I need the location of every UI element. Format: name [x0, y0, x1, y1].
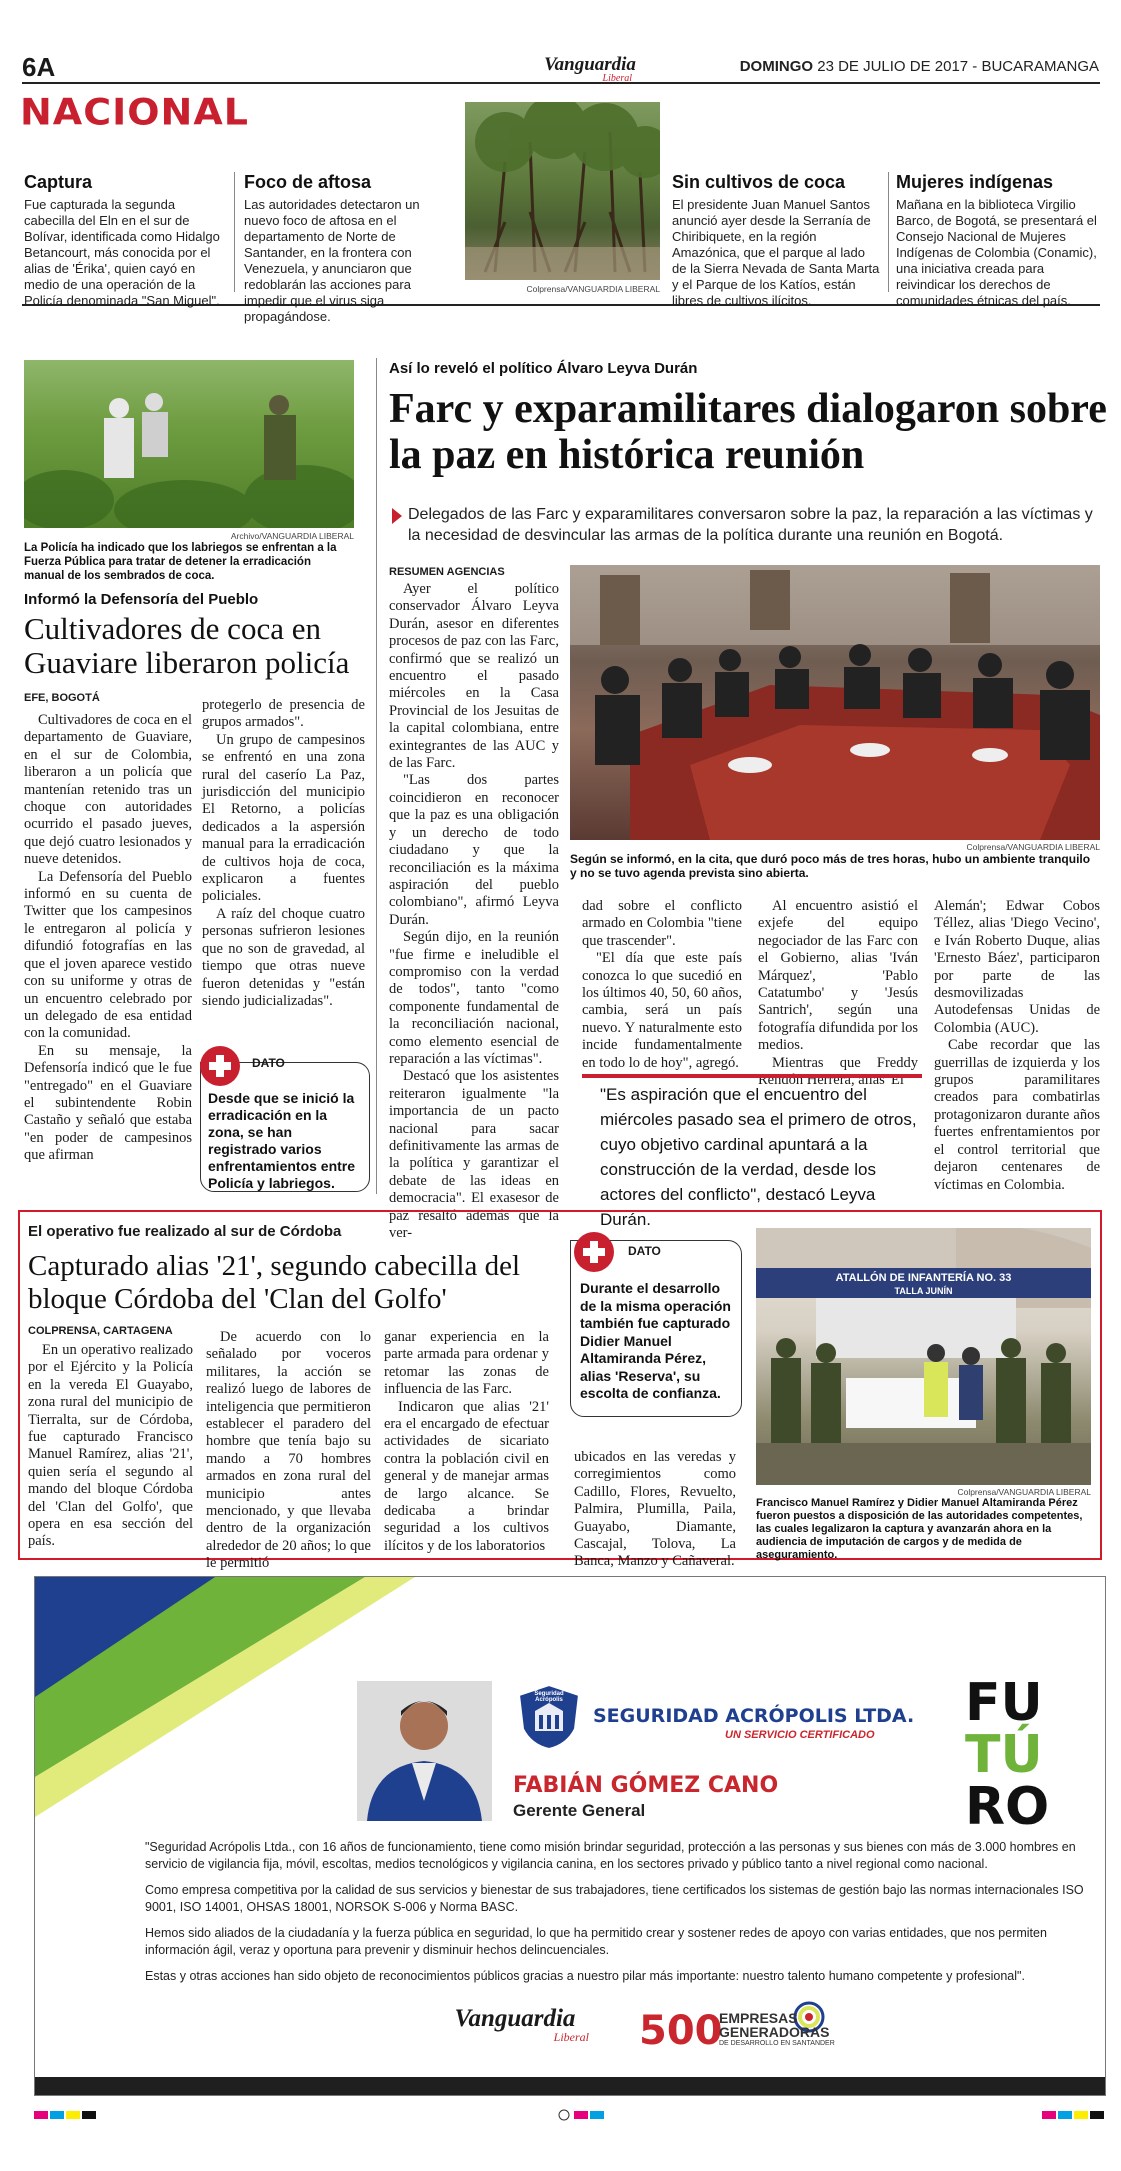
plus-cross-icon — [200, 1046, 240, 1086]
capture-photo-banner: ATALLÓN DE INFANTERÍA NO. 33 — [835, 1272, 1012, 1284]
boxed-dateline: COLPRENSA, CARTAGENA — [28, 1325, 173, 1337]
ad-company: SEGURIDAD ACRÓPOLIS LTDA. — [593, 1705, 915, 1727]
left-photo-caption: La Policía ha indicado que los labriegos se enfrentan a la Fuerza Pública para tratar de detener la erradicación manual de los sembrados de coca. — [24, 542, 337, 582]
ad-paragraph: Estas y otras acciones han sido objeto de reconocimientos públicos gracias a nuestro pilar más importante: nuestro talento humano competente y profesional". — [145, 1969, 1025, 1983]
paragraph: Cultivadores de coca en el departamento de Guaviare, en el sur de Colombia, liberaron a un policía que mantenían retenido tras un choque con autoridades ocurrido el pasado jueves, que dejó cuatro lesionados y nueve detenidos. — [24, 712, 192, 868]
paragraph: Según dijo, en la reunión "fue firme e ineludible el compromiso con la verdad de todos", tanto "como componente fundamental de la reconciliación nacional, como elemento esencial de reparación a las víctimas". — [389, 929, 559, 1067]
header-date-rest: 23 DE JULIO DE 2017 - BUCARAMANGA — [817, 58, 1099, 75]
coca-field-photo — [24, 360, 354, 528]
boxed-dato-text: Durante el desarrollo de la misma operación también fue capturado Didier Manuel Altamiranda Pérez, alias 'Reserva', su escolta de confianza. — [580, 1280, 731, 1401]
ad-body — [145, 1839, 1090, 1994]
ad-tagline: UN SERVICIO CERTIFICADO — [725, 1729, 875, 1741]
capture-photo-caption: Francisco Manuel Ramírez y Didier Manuel Altamiranda Pérez fueron puestos a disposición de las autoridades competentes, las cuales legalizaron la captura y avanzarán ahora en la audiencia de imputación de cargos y de medida de aseguramiento. — [756, 1497, 1083, 1561]
main-dateline: RESUMEN AGENCIAS — [389, 566, 505, 578]
boxed-dato-label: DATO — [628, 1244, 661, 1258]
paragraph: Indicaron que alias '21' era el encargado de efectuar actividades de sicariato contra la población civil en general y de manejar armas de largo alcance. Se dedicaba a brindar seguridad a los cultivos ilícitos y de los laboratorios — [384, 1398, 549, 1554]
left-dateline: EFE, BOGOTÁ — [24, 692, 100, 704]
plus-cross-icon — [574, 1232, 614, 1272]
brief-body: Fue capturada la segunda cabecilla del Eln en el sur de Bolívar, identificada como Hidalgo Betancourt, más conocida por el alias de 'Érika', quien cayó en medio de una operación de la Policía denominada "San Miguel". — [24, 197, 220, 308]
mangrove-photo — [465, 102, 660, 280]
ad-paragraph: Hemos sido aliados de la ciudadanía y la fuerza pública en seguridad, lo que ha permitido crear y sostener redes de apoyo con varias entidades, que nos permiten información ágil, veraz y oportuna para prevenir y disminuir hechos delincuenciales. — [145, 1926, 1047, 1957]
header-brand — [520, 56, 660, 84]
boxed-col-1 — [28, 1342, 193, 1551]
color-registration-icon — [34, 2109, 1106, 2121]
brief-body: Las autoridades detectaron un nuevo foco de aftosa en el departamento de Norte de Santander, en la frontera con Venezuela, y anunciaron que redoblarán las acciones para impedir que el virus siga propagándose. — [244, 197, 420, 324]
ad-brand-sub: Liberal — [553, 2030, 589, 2044]
left-col-2 — [202, 697, 365, 1010]
main-lead: Delegados de las Farc y exparamilitares conversaron sobre la paz, la reparación a las víctimas y la necesidad de desvincular las armas de la política durante una reunión en Bogotá. — [408, 506, 1093, 544]
left-dato-text: Desde que se inició la erradicación en la zona, se han registrado varios enfrentamientos entre Policía y labriegos. — [208, 1090, 356, 1191]
header-brand-sub: Liberal — [602, 73, 632, 84]
main-col-2 — [582, 898, 742, 1072]
brief-title: Sin cultivos de coca — [672, 172, 846, 192]
header-rule — [22, 82, 1100, 84]
section-title: NACIONAL — [20, 91, 249, 133]
acropolis-badge-text: Seguridad Acrópolis — [534, 1691, 564, 1703]
farmers-icon — [24, 360, 354, 528]
left-headline: Cultivadores de coca en Guaviare liberaron policía — [24, 611, 350, 680]
briefs-bottom-rule — [22, 304, 1100, 306]
acropolis-badge — [515, 1683, 583, 1751]
paragraph: protegerlo de presencia de grupos armados". — [202, 697, 365, 731]
main-kicker: Así lo reveló el político Álvaro Leyva Durán — [389, 360, 698, 377]
main-photo-caption: Según se informó, en la cita, que duró poco más de tres horas, hubo un ambiente tranquilo y no se tuvo agenda prevista sino abierta. — [570, 852, 1091, 880]
futuro-line-1: FU — [965, 1673, 1043, 1733]
ad-futuro — [965, 1673, 1075, 1837]
pullquote: "Es aspiración que el encuentro del miércoles pasado sea el primero de otros, cuyo objetivo cardinal apuntará a la construcción de la verdad, desde los actores del conflicto", destacó Leyva Durán. — [600, 1085, 917, 1229]
column-divider — [376, 358, 377, 1194]
brief-body: El presidente Juan Manuel Santos anunció ayer desde la Serranía de Chiribiquete, en la región Amazónica, que el parque al lado de la Sierra Nevada de Santa Marta y el Parque de los Katíos, están libres de cultivos ilícitos. — [672, 197, 880, 308]
main-lead-marker — [392, 508, 402, 524]
badge-500-number: 500 — [639, 2008, 723, 2054]
left-dato-label: DATO — [252, 1056, 285, 1070]
meeting-table-icon — [570, 565, 1100, 840]
pullquote-rule — [582, 1074, 922, 1078]
header-date — [740, 58, 1099, 75]
paragraph: La Defensoría del Pueblo informó en su cuenta de Twitter que los campesinos le entregaron al policía y difundió fotografías en las que el joven aparece vestido con su uniforme y otras de un encuentro celebrado por un delegado de esa entidad con la comunidad. — [24, 868, 192, 1042]
paragraph: Un grupo de campesinos se enfrentó en una zona rural del caserío La Paz, jurisdicción del municipio El Retorno, a policías dedicados a la aspersión manual para la erradicación de cultivos hoja de coca, explicaron a fuentes policiales. — [202, 731, 365, 905]
paragraph: Alemán'; Edwar Cobos Téllez, alias 'Diego Vecino', e Iván Roberto Duque, alias 'Ernesto Báez', participaron por parte de las desmovilizadas Autodefensas Unidas de Colombia (AUC). — [934, 898, 1100, 1036]
brief-divider — [888, 172, 889, 292]
brief-photo-credit: Colprensa/VANGUARDIA LIBERAL — [526, 284, 660, 294]
left-kicker: Informó la Defensoría del Pueblo — [24, 591, 259, 608]
page-number: 6A — [22, 52, 56, 82]
paragraph: Destacó que los asistentes reiteraron igualmente "la importancia de un pacto nacional para sacar definitivamente las armas de la política y garantizar el debate de las ideas en democracia". El exasesor de paz resaltó además que la ver- — [389, 1068, 559, 1242]
paragraph: dad sobre el conflicto armado en Colombia "tiene que trascender". — [582, 898, 742, 949]
badge-500 — [639, 1997, 839, 2057]
left-photo-credit: Archivo/VANGUARDIA LIBERAL — [230, 531, 354, 541]
paragraph: Mientras que Freddy Rendón Herrera, alias 'El — [758, 1054, 918, 1089]
ad-role: Gerente General — [513, 1801, 646, 1820]
capture-photo-banner-sub: TALLA JUNÍN — [894, 1286, 953, 1296]
brief-aftosa — [244, 172, 444, 325]
main-photo-credit: Colprensa/VANGUARDIA LIBERAL — [966, 842, 1100, 852]
capture-photo — [756, 1228, 1091, 1485]
executive-photo — [357, 1681, 492, 1821]
ad-frame — [34, 1576, 1106, 2096]
paragraph: En un operativo realizado por el Ejército y la Policía en la vereda El Guayabo, zona rural del municipio de Tierralta, sur de Córdoba, fue capturado Francisco Manuel Ramírez, alias '21', quien sería el segundo al mando del bloque Córdoba del 'Clan del Golfo', que opera en esa sección del país. — [28, 1342, 193, 1550]
paragraph: "El día que este país conozca lo que sucedió en los últimos 40, 50, 60 años, cambia, será un país nuevo. Y naturalmente esto incide fundamentalmente en todo lo de hoy", agregó. — [582, 950, 742, 1071]
boxed-col-3 — [384, 1329, 549, 1555]
meeting-photo — [570, 565, 1100, 840]
main-headline: Farc y exparamilitares dialogaron sobre la paz en histórica reunión — [389, 386, 1107, 478]
badge-500-l1: EMPRESAS — [719, 2010, 798, 2026]
paragraph: Cabe recordar que las guerrillas de izquierda y los grupos paramilitares creados para combatirlas protagonizaron durante años fuertes enfrentamientos por el control territorial que dejaron centenares de víctimas en Colombia. — [934, 1037, 1100, 1193]
brief-title: Captura — [24, 172, 93, 192]
brief-mujeres — [896, 172, 1100, 309]
ad-person: FABIÁN GÓMEZ CANO — [513, 1773, 779, 1798]
paragraph: Ayer el político conservador Álvaro Leyva Durán, asesor en diferentes procesos de paz con las Farc, confirmó que se realizó un encuentro el pasado miércoles en la Casa Provincial de los Jesuitas de la capital colombiana, entre exintegrantes de las AUC y de las Farc. — [389, 581, 559, 772]
header-date-day: DOMINGO — [739, 58, 814, 75]
capture-photo-credit: Colprensa/VANGUARDIA LIBERAL — [957, 1487, 1091, 1497]
paragraph: Al encuentro asistió el exjefe del equipo negociador de las Farc con el Gobierno, alias 'Iván Márquez', 'Pablo Catatumbo' y 'Jesús Santrich', según una fotografía difundida por los medios. — [758, 898, 918, 1054]
header-brand-name: Vanguardia — [544, 54, 636, 75]
left-col-1 — [24, 712, 192, 1165]
boxed-headline: Capturado alias '21', segundo cabecilla del bloque Córdoba del 'Clan del Golfo' — [28, 1250, 521, 1315]
paragraph: ubicados en las veredas y corregimientos como Cadillo, Flores, Revuelto, Palmira, Plumilla, Paila, Guayabo, Diamante, Cascajal, Tolova, La Banca, Manzo y Cañaveral. — [574, 1449, 736, 1570]
paragraph: En su mensaje, la Defensoría indicó que le fue "entregado" en el Guaviare el subintendente Robin Castaño y señaló que estaba "en poder de campesinos que afirman — [24, 1042, 192, 1164]
ad-brand — [415, 2007, 615, 2043]
paragraph: De acuerdo con lo señalado por voceros militares, la acción se realizó luego de labores de inteligencia que permitieron establecer el paradero del hombre que tenía bajo su mando a 70 hombres armados en zona rural del municipio antes mencionado, y que llevaba dentro de la organización alrededor de 20 años; lo que le permitió — [206, 1329, 371, 1572]
ad-paragraph: "Seguridad Acrópolis Ltda., con 16 años de funcionamiento, tiene como misión brindar seguridad, protección a las personas y sus bienes con más de 3.000 hombres en servicio de vigilancia fija, móvil, escoltas, medios tecnológicos y vigilancia canina, en los sectores privado y público tanto a nivel regional como nacional. — [145, 1840, 1076, 1871]
brief-title: Mujeres indígenas — [896, 172, 1054, 192]
futuro-line-3: RO — [965, 1777, 1050, 1837]
print-color-bar — [34, 2108, 1106, 2120]
person-icon — [357, 1681, 492, 1821]
futuro-line-2: TÚ — [965, 1725, 1043, 1785]
main-col-4 — [934, 898, 1100, 1194]
ad-brand-name: Vanguardia — [454, 2005, 576, 2032]
soldiers-icon — [756, 1228, 1091, 1485]
boxed-col-2 — [206, 1329, 371, 1573]
boxed-kicker: El operativo fue realizado al sur de Córdoba — [28, 1223, 342, 1240]
badge-500-l2: GENERADORAS — [719, 2024, 830, 2040]
paragraph: "Las dos partes coincidieron en reconocer que la paz es una obligación y un derecho de todo ciudadano y que la reconciliación es la máxima aspiración del pueblo colombiano", afirmó Leyva Durán. — [389, 772, 559, 928]
brief-body: Mañana en la biblioteca Virgilio Barco, de Bogotá, se presentará el Consejo Nacional de Mujeres Indígenas de Colombia (Conamic), una iniciativa creada para reivindicar los derechos de comunidades étnicas del país. — [896, 197, 1097, 308]
brief-captura — [24, 172, 224, 309]
badge-500-l3: DE DESARROLLO EN SANTANDER — [719, 2040, 835, 2047]
brief-title: Foco de aftosa — [244, 172, 372, 192]
paragraph: A raíz del choque cuatro personas sufrieron lesiones que no son de gravedad, al tiempo que otras nueve fueron detenidas y "están siendo judicializadas". — [202, 905, 365, 1009]
paragraph: ganar experiencia en la parte armada para ordenar y retomar las zonas de influencia de las Farc. — [384, 1329, 549, 1398]
brief-divider — [234, 172, 235, 292]
main-col-intro — [389, 581, 559, 1242]
main-col-3 — [758, 898, 918, 1089]
ad-paragraph: Como empresa competitiva por la calidad de sus servicios y bienestar de sus trabajadores, tiene certificados los sistemas de gestión bajo las normas internacionales ISO 9001, ISO 14001, OHSAS 18001, NORSOK S-006 y Norma BASC. — [145, 1883, 1084, 1914]
brief-coca — [672, 172, 882, 309]
boxed-col-4 — [574, 1449, 736, 1571]
mangrove-trees-icon — [465, 102, 660, 280]
